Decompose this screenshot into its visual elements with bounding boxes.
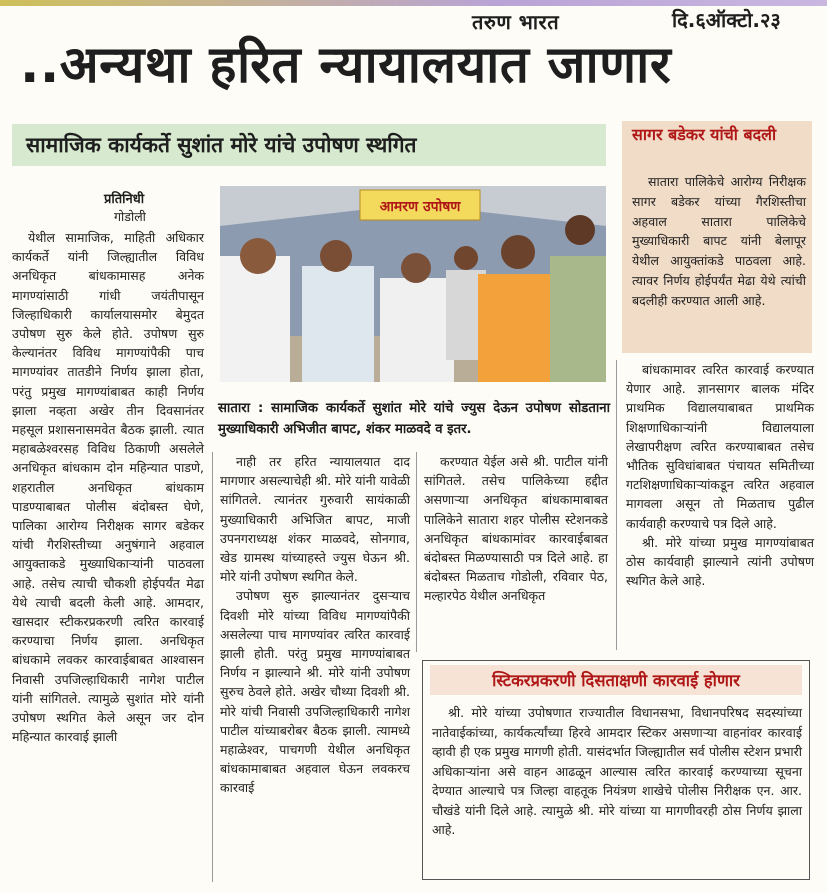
photo-illustration [220, 186, 606, 382]
subheadline: सामाजिक कार्यकर्ते सुशांत मोरे यांचे उपोषण स्थगित [26, 133, 417, 157]
article-paragraph: येथील सामाजिक, माहिती अधिकार कार्यकर्ते यांनी जिल्ह्यातील विविध अनधिकृत बांधकामासह अनेक मागण्यांसाठी गांधी जयंतीपासून जिल्हाधिकारी कार्यालयासमोर बेमुदत उपोषण सुरु केले होते. उपोषण सुरु केल्यानंतर विविध मागण्यांपैकी पाच मागण्यांवर तातडीने निर्णय झाला होता, परंतु प्रमुख मागण्यांबाबत काही निर्णय झाला नव्हता अखेर तीन दिवसानंतर महसूल प्रशासनासमवेत बैठक झाली. त्यात महाबळेश्वरसह विविध ठिकाणी असलेले अनधिकृत बांधकाम दोन महिन्यात पाडणे, शहरातील अनधिकृत बांधकाम पाडण्याबाबत पोलीस बंदोबस्त घेणे, पालिका आरोग्य निरीक्षक सागर बडेकर यांची गैरशिस्तीच्या अनुषंगाने अहवाल आयुक्ताकडे मुख्याधिकाऱ्यांनी पाठवला आहे. तसेच त्याची चौकशी होईपर्यंत मेढा येथे त्याची बदली केली आहे. आमदार, खासदार स्टीकरप्रकरणी त्वरित कारवाई करण्याचा निर्णय झाला. अनधिकृत बांधकामे लवकर कारवाईबाबत आश्वासन निवासी उपजिल्हाधिकारी नागेश पाटील यांनी सांगितले. त्यामुळे सुशांत मोरे यांनी उपोषण स्थगित केले असून जर दोन महिन्यात कारवाई झाली [12, 230, 204, 745]
column-divider [616, 360, 617, 650]
sidebar-title: सागर बडेकर यांची बदली [632, 125, 777, 144]
newspaper-masthead: तरुण भारत [472, 10, 560, 34]
inset-title: स्टिकरप्रकरणी दिसताक्षणी कारवाई होणार [492, 671, 740, 690]
article-paragraph: श्री. मोरे यांच्या प्रमुख मागण्यांबाबत ठोस कार्यवाही झाल्याने त्यांनी उपोषण स्थगित केले आहे. [626, 534, 814, 589]
article-column-1 [12, 228, 204, 746]
main-headline: ..अन्यथा हरित न्यायालयात जाणार [20, 36, 672, 95]
publication-date: दि.६ऑक्टो.२३ [672, 8, 781, 32]
inset-paragraph: श्री. मोरे यांच्या उपोषणात राज्यातील विधानसभा, विधानपरिषद सदस्यांच्या नातेवाईकांच्या, कार्यकर्त्यांच्या हिरवे आमदार स्टिकर असणाऱ्या वाहनांवर कारवाई व्हावी ही एक प्रमुख मागणी होती. यासंदर्भात जिल्ह्यातील सर्व पोलीस स्टेशन प्रभारी अधिकाऱ्यांना असे वाहन आढळून आल्यास त्वरित कारवाई करण्याच्या सूचना देण्यात आल्याचे पत्र जिल्हा वाहतूक नियंत्रण शाखेचे पोलीस निरीक्षक एन. आर. चौखंडे यांनी दिले आहे. त्यामुळे श्री. मोरे यांच्या या मागणीवरही ठोस निर्णय झाला आहे. [432, 705, 802, 837]
news-photo [220, 186, 606, 382]
article-column-2 [220, 452, 410, 798]
byline-reporter: प्रतिनिधी [104, 192, 145, 207]
photo-banner-text: आमरण उपोषण [379, 199, 461, 215]
article-paragraph: नाही तर हरित न्यायालयात दाद मागणार असल्याचेही श्री. मोरे यांनी यावेळी सांगितले. त्यानंतर गुरुवारी सायंकाळी मुख्याधिकारी अभिजित बापट, माजी उपनगराध्यक्ष शंकर माळवदे, सोनगाव, खेड ग्रामस्थ यांच्याहस्ते ज्युस घेऊन श्री. मोरे यांनी उपोषण स्थगित केले. [220, 454, 410, 585]
byline-place: गोडोली [114, 209, 146, 224]
column-divider [416, 452, 417, 652]
sidebar-paragraph: सातारा पालिकेचे आरोग्य निरीक्षक सागर बडेकर यांच्या गैरशिस्तीचा अहवाल सातारा पालिकेचे मुख्याधिकारी बापट यांनी बेलापूर येथील आयुक्तांकडे पाठवला आहे. त्यावर निर्णय होईपर्यंत मेढा येथे त्यांची बदलीही करण्यात आली आहे. [632, 174, 806, 308]
article-paragraph: उपोषण सुरु झाल्यानंतर दुसऱ्याच दिवशी मोरे यांच्या विविध मागण्यांपैकी असलेल्या पाच मागण्यांवर त्वरित कारवाई झाली होती. परंतु प्रमुख मागण्यांबाबत निर्णय न झाल्याने श्री. मोरे यांनी उपोषण सुरुच ठेवले होते. अखेर चौथ्या दिवशी श्री. मोरे यांची निवासी उपजिल्हाधिकारी नागेश पाटील यांच्याबरोबर बैठक झाली. त्यामध्ये महाळेश्वर, पाचगणी येथील अनधिकृत बांधकामाबाबत अहवाल घेऊन लवकरच कारवाई [220, 588, 410, 796]
sidebar-body [632, 172, 806, 311]
article-paragraph: करण्यात येईल असे श्री. पाटील यांनी सांगितले. तसेच पालिकेच्या हद्दीत असणाऱ्या अनधिकृत बांधकामाबाबत पालिकेने सातारा शहर पोलीस स्टेशनकडे अनधिकृत बांधकामांवर कारवाईबाबत बंदोबस्त मिळण्यासाठी पत्र दिले आहे. हा बंदोबस्त मिळताच गोडोली, रविवार पेठ, मल्हारपेठ येथील अनधिकृत [424, 454, 608, 604]
article-paragraph: बांधकामावर त्वरित कारवाई करण्यात येणार आहे. ज्ञानसागर बालक मंदिर प्राथमिक विद्यालयाबाबत प्राथमिक शिक्षणाधिकाऱ्यांनी विद्यालयाला लेखापरीक्षण त्वरित करण्याबाबत तसेच भौतिक सुविधांबाबत पंचायत समितीच्या गटशिक्षणाधिकाऱ्यांकडून त्वरित अहवाल मागवला असून तो मिळताच पुढील कार्यवाही करण्याचे पत्र दिले आहे. [626, 362, 814, 531]
article-column-4 [626, 360, 814, 590]
article-column-3 [424, 452, 608, 606]
column-divider [212, 452, 213, 882]
inset-body [432, 703, 802, 840]
photo-caption: सातारा : सामाजिक कार्यकर्ते सुशांत मोरे यांचे ज्युस देऊन उपोषण सोडताना मुख्याधिकारी अभिजीत बापट, शंकर माळवदे व इतर. [218, 401, 610, 437]
